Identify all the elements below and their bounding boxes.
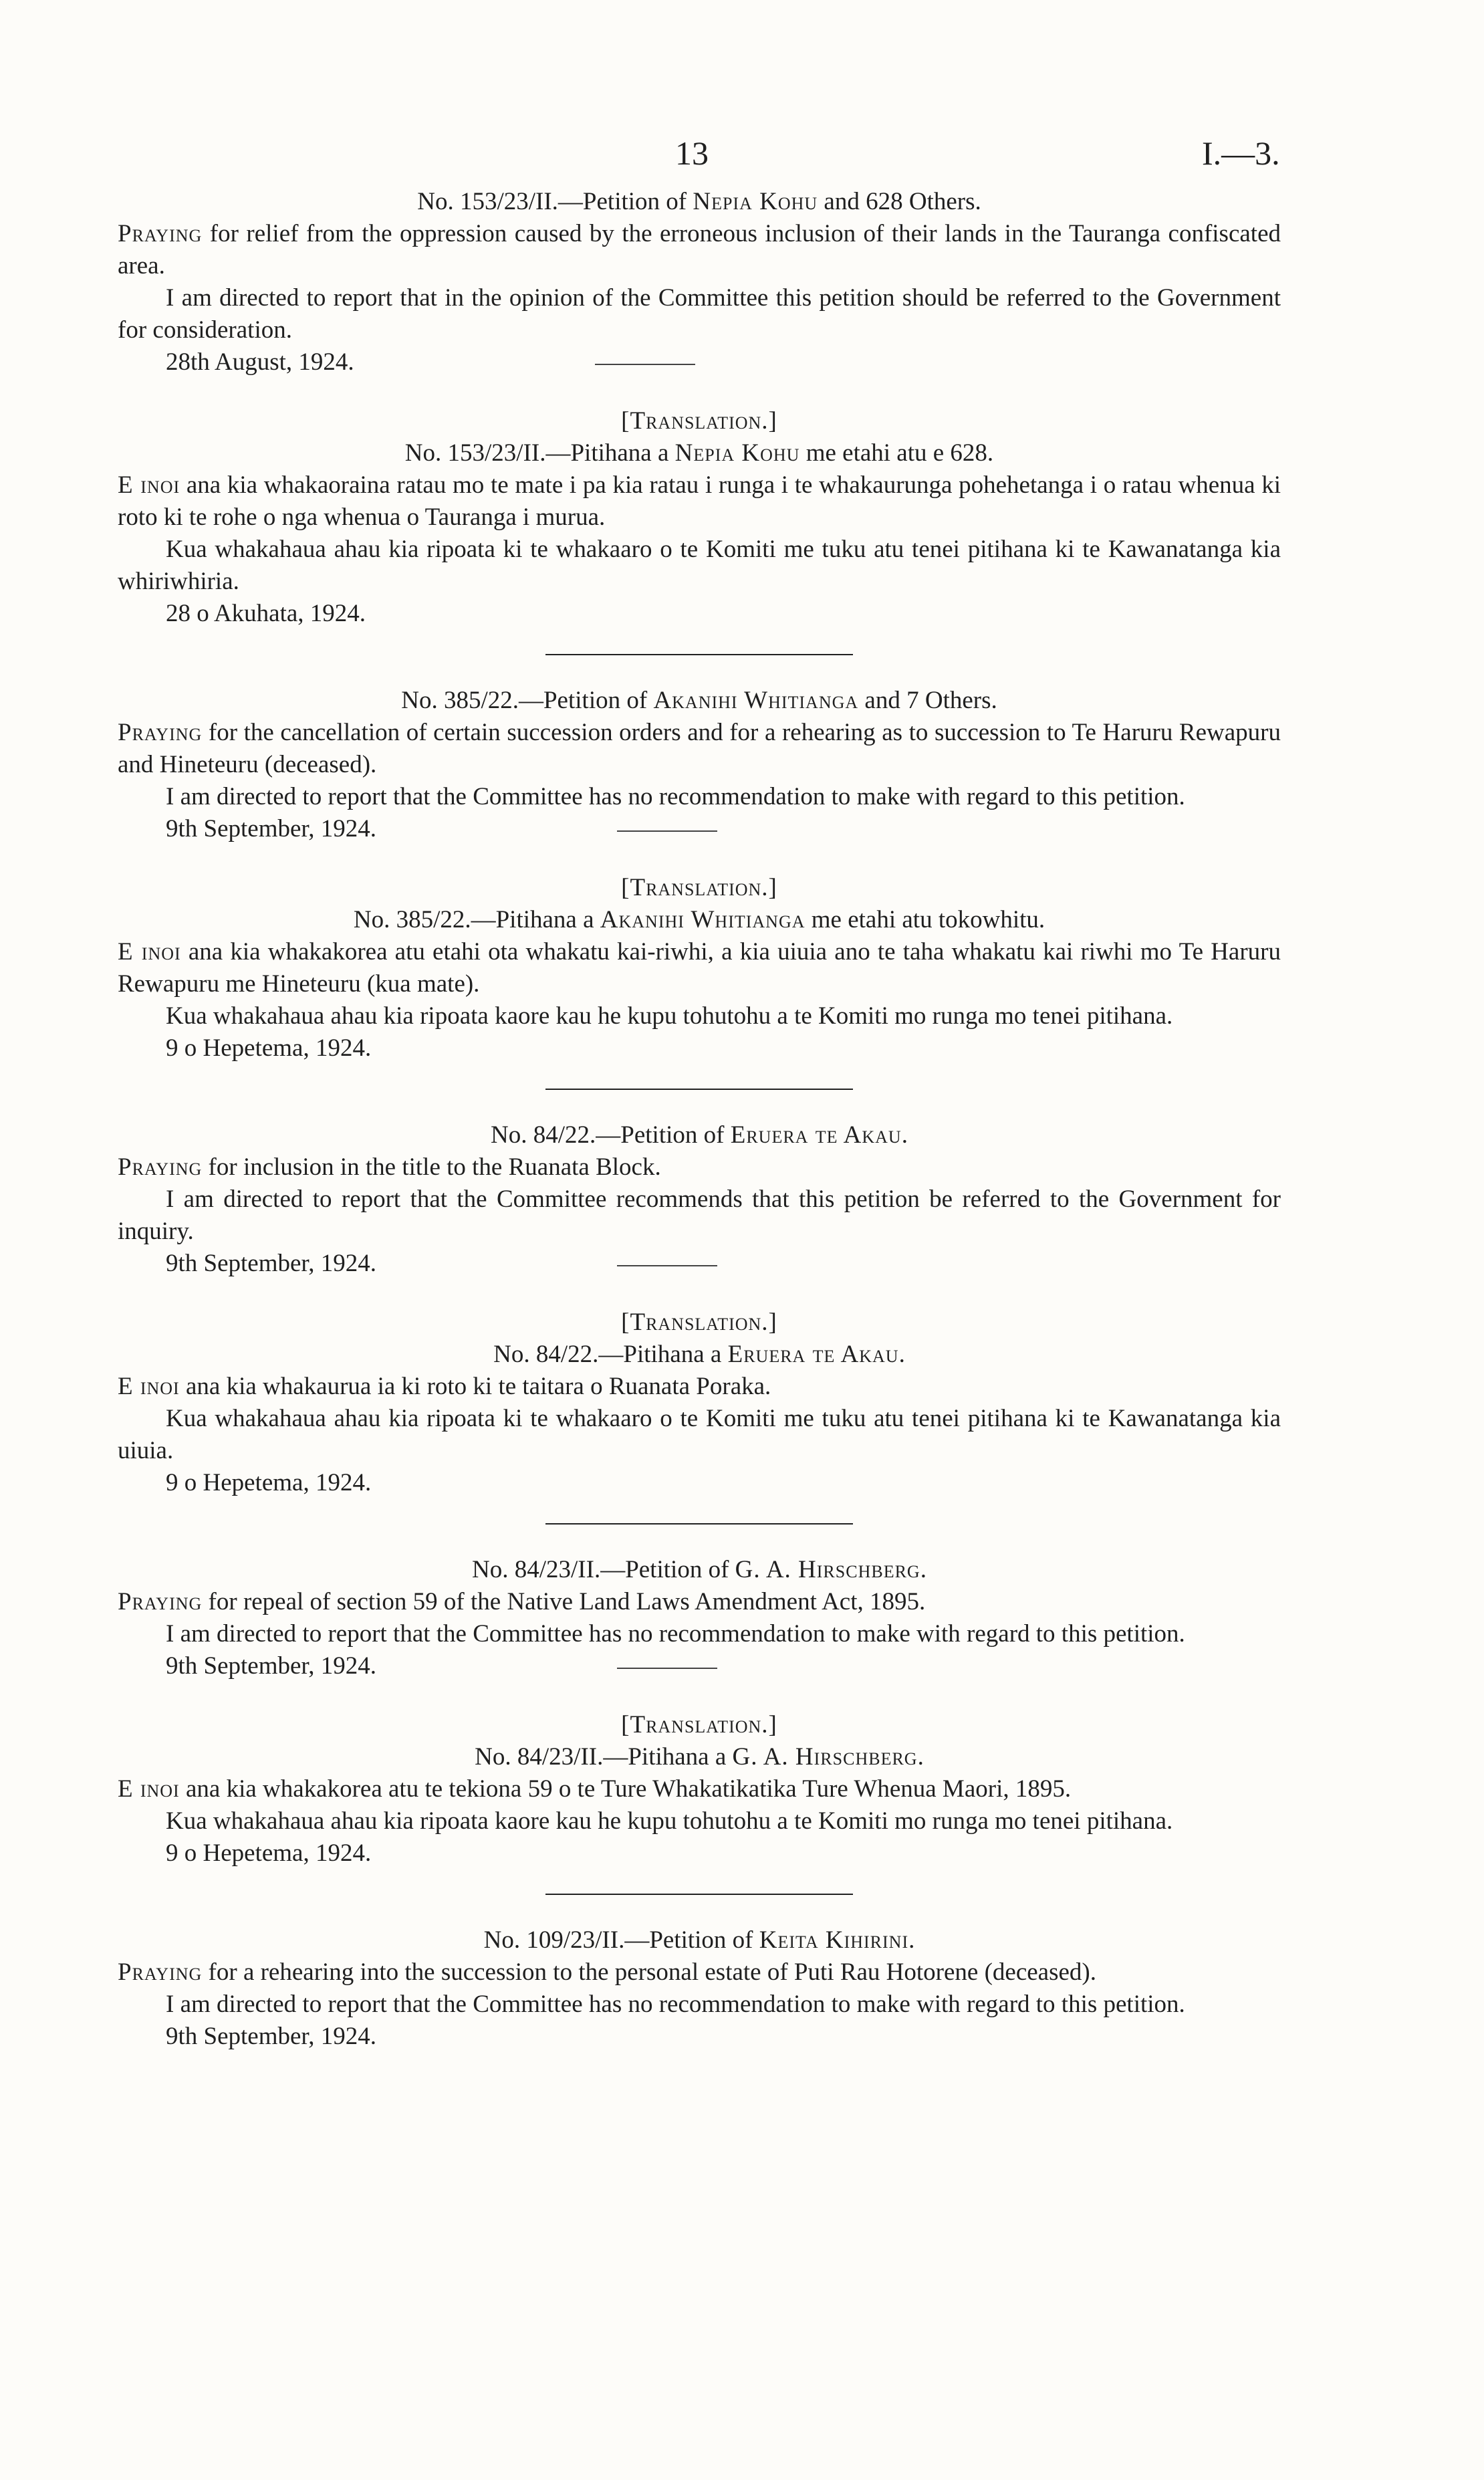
committee-report: I am directed to report that the Committee has no recommendation to make with regard to this petition. [166, 1620, 1185, 1648]
translation-date: 9 o Hepetema, 1924. [166, 1034, 372, 1062]
translation-heading: [Translation.] [621, 1309, 777, 1336]
committee-report: I am directed to report that in the opinion of the Committee this petition should be referred to the Government for consideration. [118, 284, 1281, 344]
translation-date: 9 o Hepetema, 1924. [166, 1839, 372, 1867]
committee-report: I am directed to report that the Committee recommends that this petition be referred to the Government for inquiry. [118, 1186, 1281, 1245]
petition-prayer: Praying for inclusion in the title to the Ruanata Block. [118, 1153, 661, 1181]
translation-date: 9 o Hepetema, 1924. [166, 1469, 372, 1496]
petition-84-23-II [118, 1554, 1281, 1895]
translation-date: 28 o Akuhata, 1924. [166, 600, 366, 627]
translation-prayer: E inoi ana kia whakaoraina ratau mo te mate i pa kia ratau i runga i te whakaurunga pohehetanga i o ratau whenua ki roto ki te rohe o nga whenua o Tauranga i murua. [118, 471, 1281, 531]
petition-prayer: Praying for repeal of section 59 of the Native Land Laws Amendment Act, 1895. [118, 1588, 926, 1615]
translation-heading: [Translation.] [621, 407, 777, 435]
report-date: 28th August, 1924. [118, 346, 1281, 378]
translation-title: No. 84/23/II.—Pitihana a G. A. Hirschberg. [475, 1743, 924, 1771]
petition-title: No. 84/23/II.—Petition of G. A. Hirschberg. [472, 1556, 926, 1583]
translation-report: Kua whakahaua ahau kia ripoata ki te whakaaro o te Komiti me tuku atu tenei pitihana ki te Kawanatanga kia uiuia. [118, 1405, 1281, 1464]
petition-prayer: Praying for a rehearing into the succession to the personal estate of Puti Rau Hotorene (deceased). [118, 1958, 1096, 1986]
translation-heading: [Translation.] [621, 874, 777, 901]
petition-385-22 [118, 685, 1281, 1090]
report-date: 9th September, 1924. [166, 2023, 377, 2050]
petition-title: No. 109/23/II.—Petition of Keita Kihirini. [483, 1926, 915, 1954]
translation-title: No. 84/22.—Pitihana a Eruera te Akau. [493, 1341, 905, 1368]
petition-109-23-II [118, 1924, 1281, 2053]
petition-prayer: Praying for relief from the oppression caused by the erroneous inclusion of their lands in the Tauranga confiscated area. [118, 220, 1281, 279]
short-divider [617, 1668, 717, 1669]
petition-title: No. 153/23/II.—Petition of Nepia Kohu and 628 Others. [417, 188, 981, 215]
section-divider [545, 654, 853, 655]
petition-84-22 [118, 1119, 1281, 1525]
translation-heading: [Translation.] [621, 1711, 777, 1738]
translation-report: Kua whakahaua ahau kia ripoata kaore kau he kupu tohutohu a te Komiti mo runga mo tenei pitihana. [166, 1807, 1173, 1835]
translation-prayer: E inoi ana kia whakakorea atu etahi ota whakatu kai-riwhi, a kia uiuia ano te taha whakatu kai riwhi mo Te Haruru Rewapuru me Hineteuru (kua mate). [118, 938, 1281, 998]
translation-prayer: E inoi ana kia whakakorea atu te tekiona 59 o te Ture Whakatikatika Ture Whenua Maori, 1895. [118, 1775, 1072, 1803]
petitions-body [118, 186, 1281, 2053]
page-number: 13 [675, 134, 709, 172]
petition-title: No. 84/22.—Petition of Eruera te Akau. [491, 1121, 908, 1149]
petition-title: No. 385/22.—Petition of Akanihi Whitianga and 7 Others. [401, 687, 997, 714]
report-date: 9th September, 1924. [118, 1650, 1281, 1682]
petition-prayer: Praying for the cancellation of certain succession orders and for a rehearing as to succession to Te Haruru Rewapuru and Hineteuru (deceased). [118, 719, 1281, 778]
section-divider [545, 1894, 853, 1895]
report-date: 9th September, 1924. [118, 813, 1281, 845]
translation-prayer: E inoi ana kia whakaurua ia ki roto ki te taitara o Ruanata Poraka. [118, 1373, 771, 1400]
committee-report: I am directed to report that the Committee has no recommendation to make with regard to this petition. [166, 783, 1185, 810]
section-divider [545, 1089, 853, 1090]
section-divider [545, 1523, 853, 1525]
petition-153-23-II [118, 186, 1281, 655]
translation-title: No. 385/22.—Pitihana a Akanihi Whitianga me etahi atu tokowhitu. [353, 906, 1045, 933]
translation-report: Kua whakahaua ahau kia ripoata kaore kau he kupu tohutohu a te Komiti mo runga mo tenei pitihana. [166, 1002, 1173, 1030]
translation-title: No. 153/23/II.—Pitihana a Nepia Kohu me etahi atu e 628. [404, 439, 994, 467]
committee-report: I am directed to report that the Committee has no recommendation to make with regard to this petition. [166, 1991, 1185, 2018]
translation-report: Kua whakahaua ahau kia ripoata ki te whakaaro o te Komiti me tuku atu tenei pitihana ki te Kawanatanga kia whiriwhiria. [118, 536, 1281, 595]
short-divider [617, 830, 717, 832]
short-divider [617, 1265, 717, 1266]
document-reference: I.—3. [1202, 134, 1280, 172]
report-date: 9th September, 1924. [118, 1248, 1281, 1280]
short-divider [595, 364, 695, 365]
